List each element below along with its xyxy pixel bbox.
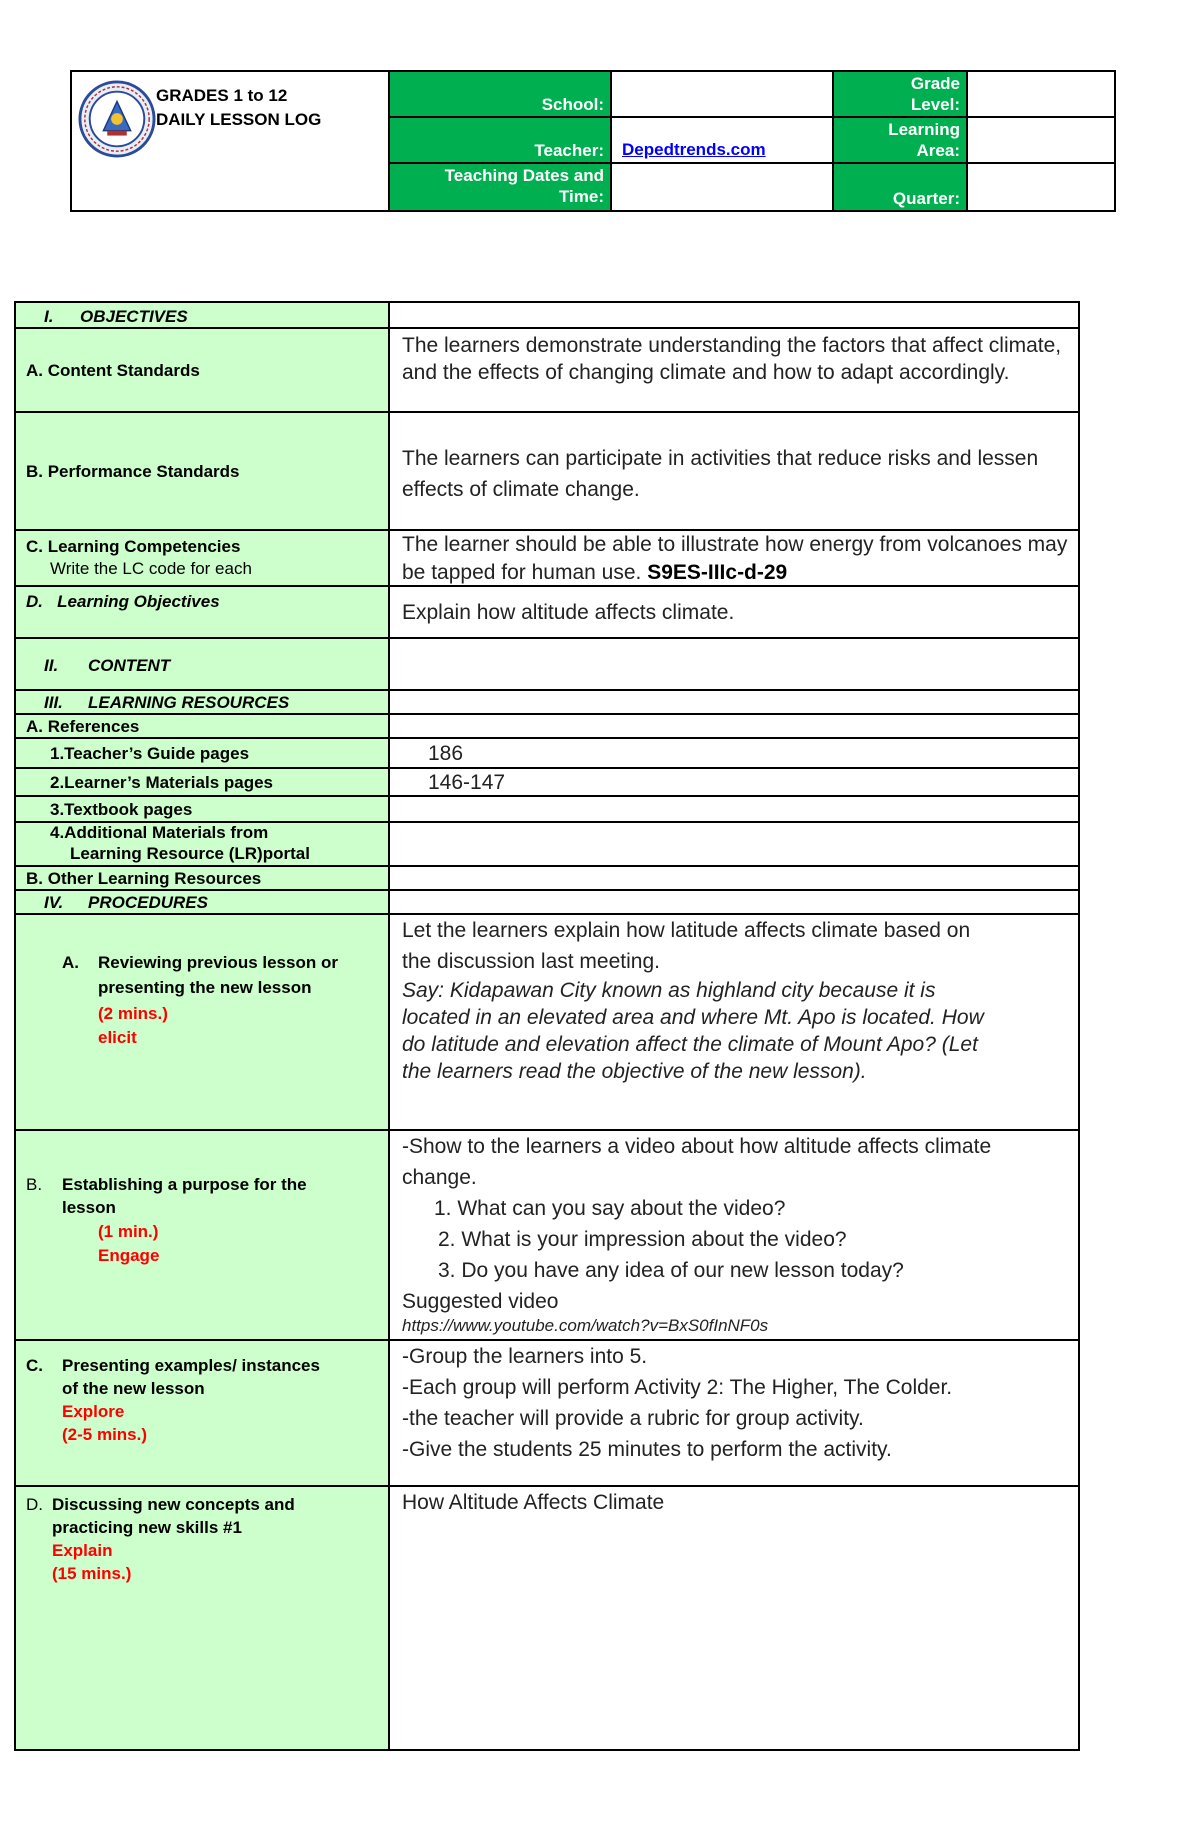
procedure-b-row: [14, 1129, 1080, 1339]
procedure-b-time: (1 min.): [98, 1222, 159, 1241]
objectives-heading-row: [14, 301, 1080, 327]
dates-label-line1: Teaching Dates and: [444, 166, 604, 185]
lesson-log-table: [14, 301, 1080, 1749]
procedure-d-letter: D.: [26, 1495, 43, 1514]
procedure-d-text: How Altitude Affects Climate: [402, 1491, 665, 1514]
procedure-c-letter: C.: [26, 1356, 43, 1375]
dates-field[interactable]: [612, 164, 834, 210]
procedure-b-video-url[interactable]: https://www.youtube.com/watch?v=BxS0fInNF0s: [402, 1316, 769, 1335]
procedure-a-text-1: Let the learners explain how latitude affects climate based on: [402, 919, 971, 942]
area-label-line1: Learning: [888, 120, 960, 139]
title-cell: [72, 72, 390, 210]
additional-materials-row: [14, 821, 1080, 865]
teacher-field[interactable]: [612, 118, 834, 164]
procedures-label: PROCEDURES: [88, 893, 208, 912]
grade-level-field[interactable]: [968, 72, 1114, 118]
procedure-c-line-1: -Group the learners into 5.: [402, 1345, 648, 1368]
quarter-field[interactable]: [968, 164, 1114, 210]
performance-standards-text: The learners can participate in activities that reduce risks and lessen effects of climate change.: [402, 447, 1039, 501]
content-standards-text: The learners demonstrate understanding the factors that affect climate, and the effects of changing climate and how to adapt accordingly.: [402, 334, 1062, 384]
procedures-num: IV.: [44, 893, 64, 912]
competencies-row: [14, 529, 1080, 585]
teachers-guide-value: 186: [428, 742, 464, 765]
performance-standards-row: [14, 411, 1080, 529]
teachers-guide-row: [14, 737, 1080, 767]
procedure-c-label-2: of the new lesson: [62, 1379, 205, 1398]
references-label: A. References: [26, 717, 140, 736]
references-row: [14, 713, 1080, 737]
procedures-heading-row: [14, 889, 1080, 913]
procedure-a-phase: elicit: [98, 1028, 137, 1047]
procedure-b-suggested: Suggested video: [402, 1290, 559, 1313]
procedure-d-label-1: Discussing new concepts and: [52, 1495, 295, 1514]
procedure-c-time: (2-5 mins.): [62, 1425, 148, 1444]
procedure-c-phase: Explore: [62, 1402, 125, 1421]
dates-label-line2: Time:: [558, 187, 604, 206]
procedure-b-phase: Engage: [98, 1246, 160, 1265]
procedure-a-text-2: the discussion last meeting.: [402, 950, 660, 973]
procedure-b-text-1: -Show to the learners a video about how altitude affects climate: [402, 1135, 992, 1158]
competencies-label: C. Learning Competencies: [26, 537, 241, 556]
resources-num: III.: [44, 693, 63, 712]
title-line-2: DAILY LESSON LOG: [156, 110, 322, 129]
procedure-b-text-2: change.: [402, 1166, 477, 1189]
procedure-a-say-1: Say: Kidapawan City known as highland city because it is: [402, 979, 936, 1002]
learners-materials-label: 2.Learner’s Materials pages: [50, 773, 274, 792]
procedure-a-letter: A.: [62, 953, 79, 972]
procedure-a-time: (2 mins.): [98, 1004, 168, 1023]
procedure-a-say-4: the learners read the objective of the new lesson).: [402, 1060, 867, 1083]
content-label: CONTENT: [88, 656, 171, 675]
learning-area-field[interactable]: [968, 118, 1114, 164]
teachers-guide-label: 1.Teacher’s Guide pages: [50, 744, 250, 763]
procedure-a-say-3: do latitude and elevation affect the climate of Mount Apo? (Let: [402, 1033, 978, 1056]
school-field[interactable]: [612, 72, 834, 118]
procedure-d-label-2: practicing new skills #1: [52, 1518, 242, 1537]
objectives-heading: OBJECTIVES: [80, 307, 188, 326]
teacher-link[interactable]: Depedtrends.com: [622, 140, 766, 159]
textbook-row: [14, 795, 1080, 821]
teacher-label: Teacher:: [390, 118, 612, 164]
resources-label: LEARNING RESOURCES: [88, 693, 290, 712]
performance-standards-label: B. Performance Standards: [26, 462, 240, 481]
title-line-1: GRADES 1 to 12: [156, 86, 288, 105]
procedure-b-letter: B.: [26, 1175, 43, 1194]
learning-objectives-label: D. Learning Objectives: [26, 592, 220, 611]
grade-level-label: [834, 72, 968, 118]
resources-heading-row: [14, 689, 1080, 713]
procedure-b-label-1: Establishing a purpose for the: [62, 1175, 307, 1194]
procedure-a-label-2: presenting the new lesson: [98, 978, 312, 997]
competencies-text: [402, 531, 1068, 587]
other-resources-row: [14, 865, 1080, 889]
procedure-d-time: (15 mins.): [52, 1564, 132, 1583]
procedure-a-label-1: Reviewing previous lesson or: [98, 953, 338, 972]
procedure-c-row: [14, 1339, 1080, 1485]
content-standards-row: [14, 327, 1080, 411]
textbook-label: 3.Textbook pages: [50, 800, 193, 819]
procedure-c-line-3: -the teacher will provide a rubric for group activity.: [402, 1407, 864, 1430]
procedure-b-question-1: 1. What can you say about the video?: [434, 1197, 786, 1220]
additional-materials-label-2: Learning Resource (LR)portal: [70, 844, 310, 863]
procedure-c-line-2: -Each group will perform Activity 2: The Higher, The Colder.: [402, 1376, 953, 1399]
competencies-sub: Write the LC code for each: [50, 559, 252, 578]
procedure-d-phase: Explain: [52, 1541, 113, 1560]
table-bottom-border: [14, 1749, 1080, 1751]
procedure-b-question-2: 2. What is your impression about the video?: [438, 1228, 847, 1251]
learning-objectives-row: [14, 585, 1080, 637]
quarter-label: Quarter:: [834, 164, 968, 210]
area-label-line2: Area:: [916, 141, 960, 160]
learners-materials-value: 146-147: [428, 771, 506, 794]
content-standards-label: A. Content Standards: [26, 361, 200, 380]
deped-seal-icon: [78, 80, 156, 158]
procedure-b-label-2: lesson: [62, 1198, 116, 1217]
procedure-d-row: [14, 1485, 1080, 1749]
competencies-description: The learner should be able to illustrate how energy from volcanoes may be tapped for human use.: [402, 533, 1068, 584]
objectives-num: I.: [44, 307, 54, 326]
dates-label: [390, 164, 612, 210]
content-num: II.: [44, 656, 59, 675]
learners-materials-row: [14, 767, 1080, 795]
school-label: School:: [390, 72, 612, 118]
procedure-a-row: [14, 913, 1080, 1129]
competencies-code: S9ES-IIIc-d-29: [647, 561, 788, 584]
other-resources-label: B. Other Learning Resources: [26, 869, 262, 888]
grade-label-line2: Level:: [910, 95, 960, 114]
grade-label-line1: Grade: [910, 74, 960, 93]
content-row: [14, 637, 1080, 689]
procedure-b-question-3: 3. Do you have any idea of our new lesson today?: [438, 1259, 904, 1282]
procedure-c-line-4: -Give the students 25 minutes to perform the activity.: [402, 1438, 892, 1461]
procedure-a-say-2: located in an elevated area and where Mt. Apo is located. How: [402, 1006, 984, 1029]
additional-materials-label-1: 4.Additional Materials from: [50, 823, 269, 842]
procedure-c-label-1: Presenting examples/ instances: [62, 1356, 320, 1375]
header-table: [70, 70, 1116, 212]
learning-area-label: [834, 118, 968, 164]
learning-objectives-text: Explain how altitude affects climate.: [402, 601, 735, 624]
